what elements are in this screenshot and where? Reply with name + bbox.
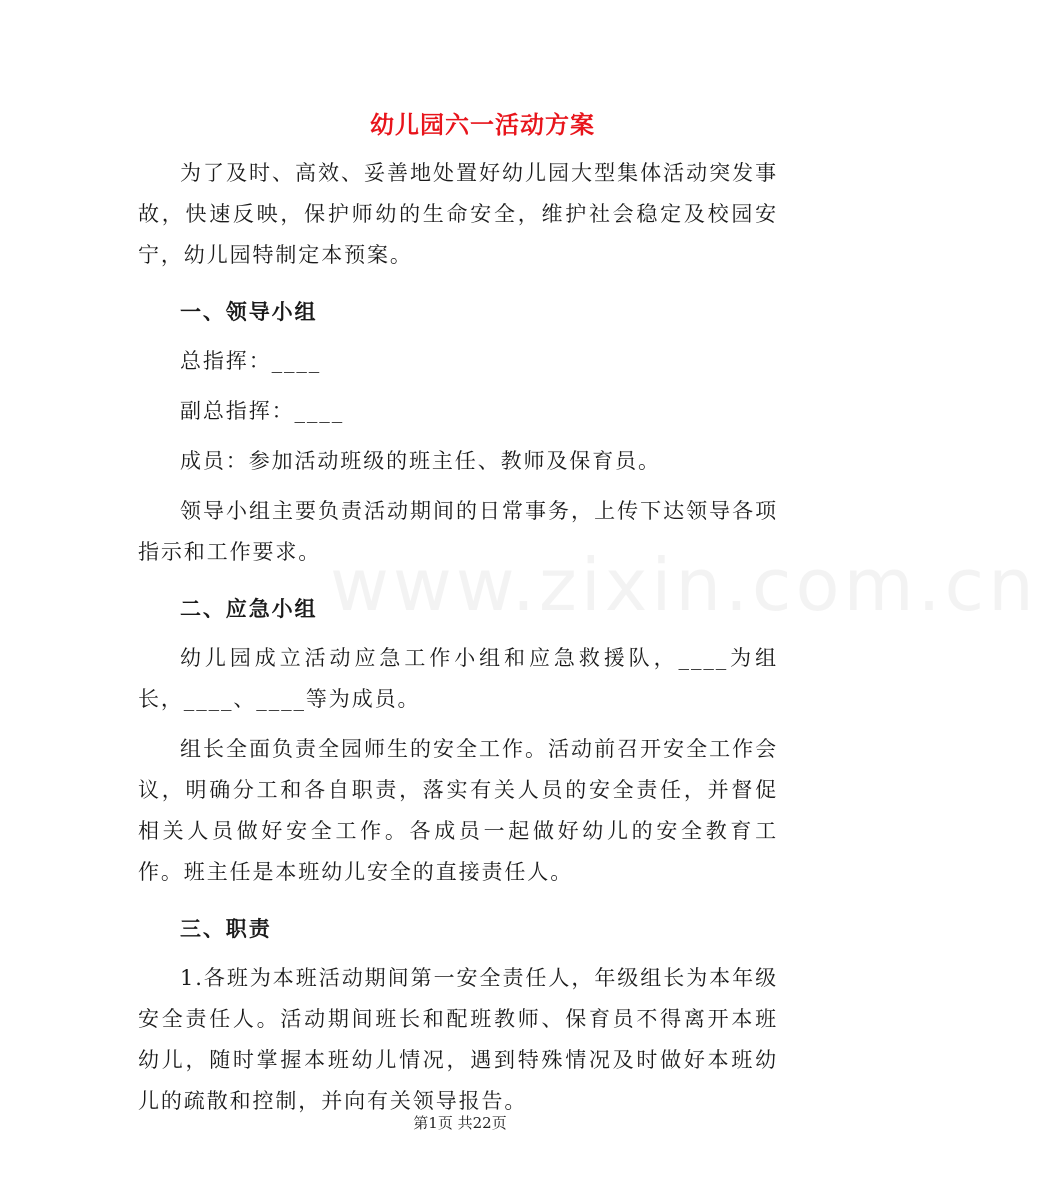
deputy-commander-line: 副总指挥：____ — [180, 399, 345, 423]
page-number-footer: 第1页 共22页 — [413, 1114, 507, 1132]
section-heading-duties: 三、职责 — [180, 916, 272, 941]
duty-item-1: 1.各班为本班活动期间第一安全责任人，年级组长为本年级安全责任人。活动期间班长和配班教师、保育员不得离开本班幼儿，随时掌握本班幼儿情况，遇到特殊情况及时做好本班幼儿的疏散和控制，并向有关领导报告。 — [138, 966, 778, 1113]
document-title: 幼儿园六一活动方案 — [370, 110, 595, 139]
watermark: www.zixin.com.cn — [330, 543, 1038, 627]
emergency-team-paragraph: 幼儿园成立活动应急工作小组和应急救援队，____为组长，____、____等为成员。 — [138, 646, 778, 711]
section-heading-leadership: 一、领导小组 — [180, 299, 318, 324]
leadership-duty-paragraph: 领导小组主要负责活动期间的日常事务，上传下达领导各项指示和工作要求。 — [138, 499, 778, 564]
intro-paragraph: 为了及时、高效、妥善地处置好幼儿园大型集体活动突发事故，快速反映，保护师幼的生命安全，维护社会稳定及校园安宁，幼儿园特制定本预案。 — [138, 161, 778, 267]
members-line: 成员：参加活动班级的班主任、教师及保育员。 — [180, 449, 661, 473]
section-heading-emergency: 二、应急小组 — [180, 596, 318, 621]
commander-line: 总指挥：____ — [180, 349, 322, 373]
document-body — [138, 153, 778, 1122]
team-leader-paragraph: 组长全面负责全园师生的安全工作。活动前召开安全工作会议，明确分工和各自职责，落实有关人员的安全责任，并督促相关人员做好安全工作。各成员一起做好幼儿的安全教育工作。班主任是本班幼儿安全的直接责任人。 — [138, 737, 778, 884]
